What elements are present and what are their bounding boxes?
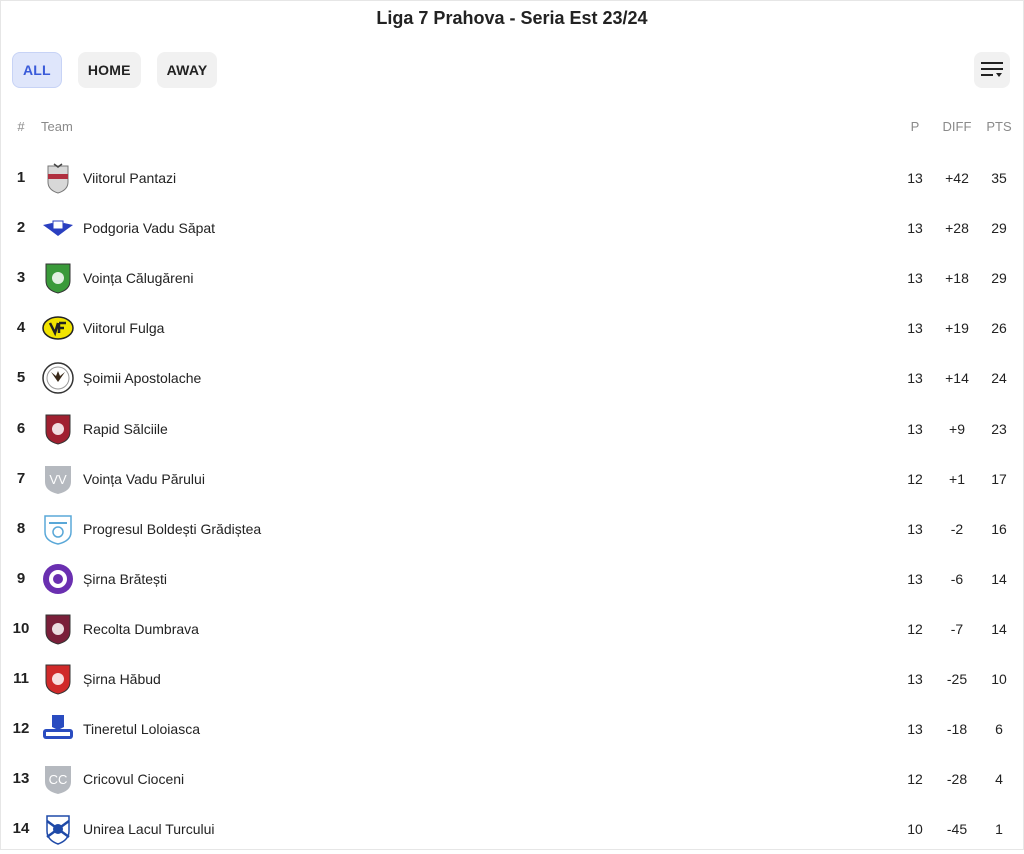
column-header-played[interactable]: P	[910, 119, 920, 134]
team-position: 14	[12, 820, 30, 838]
points-value: 14	[991, 570, 1007, 587]
diff-value: +28	[945, 220, 969, 237]
table-row[interactable]	[0, 804, 1024, 854]
team-logo-icon	[42, 563, 74, 595]
table-row[interactable]	[0, 454, 1024, 504]
points-value: 29	[991, 220, 1007, 237]
points-value: 14	[991, 620, 1007, 637]
points-value: 23	[991, 420, 1007, 437]
tab-away[interactable]: AWAY	[157, 52, 218, 88]
team-name[interactable]: Șoimii Apostolache	[83, 370, 202, 387]
table-row[interactable]	[0, 604, 1024, 654]
column-header-diff[interactable]: DIFF	[942, 119, 972, 134]
diff-value: -7	[950, 620, 964, 637]
table-row[interactable]	[0, 353, 1024, 403]
table-row[interactable]	[0, 153, 1024, 203]
team-name[interactable]: Șirna Brătești	[83, 570, 168, 587]
diff-value: +19	[945, 320, 969, 337]
points-value: 16	[991, 520, 1007, 537]
points-value: 26	[991, 320, 1007, 337]
team-position: 10	[12, 619, 30, 637]
team-logo-icon	[42, 312, 74, 344]
played-value: 10	[907, 821, 923, 838]
diff-value: -45	[946, 821, 968, 838]
points-value: 35	[991, 170, 1007, 186]
filter-tabs	[12, 52, 217, 88]
team-position: 1	[16, 169, 26, 186]
team-position: 9	[16, 569, 26, 587]
table-row[interactable]	[0, 303, 1024, 353]
tab-home[interactable]: HOME	[78, 52, 141, 88]
diff-value: +14	[945, 370, 969, 387]
team-position: 13	[12, 770, 30, 788]
diff-value: +18	[945, 270, 969, 287]
team-logo-icon	[42, 713, 74, 745]
played-value: 13	[907, 420, 923, 437]
diff-value: +42	[945, 170, 969, 186]
team-logo-icon	[42, 463, 74, 495]
sort-button[interactable]	[974, 52, 1010, 88]
team-name[interactable]: Șirna Hăbud	[83, 671, 161, 687]
points-value: 6	[995, 721, 1003, 738]
table-row[interactable]	[0, 654, 1024, 704]
team-name[interactable]: Recolta Dumbrava	[83, 620, 199, 637]
table-row[interactable]	[0, 554, 1024, 604]
team-name[interactable]: Cricovul Cioceni	[83, 771, 185, 788]
team-name[interactable]: Tineretul Loloiasca	[83, 721, 200, 738]
points-value: 24	[991, 370, 1007, 387]
team-name[interactable]: Viitorul Fulga	[83, 320, 165, 337]
team-name[interactable]: Unirea Lacul Turcului	[83, 821, 215, 838]
team-position: 12	[12, 720, 30, 738]
played-value: 13	[907, 520, 923, 537]
team-logo-icon	[42, 362, 74, 394]
team-logo-icon	[42, 663, 74, 695]
column-header-points[interactable]: PTS	[986, 119, 1012, 134]
team-logo-icon	[42, 813, 74, 845]
diff-value: -18	[946, 721, 968, 738]
team-logo-icon	[42, 413, 74, 445]
played-value: 13	[907, 370, 923, 387]
team-logo-icon	[42, 262, 74, 294]
played-value: 13	[907, 721, 923, 738]
team-position: 5	[16, 369, 26, 387]
logo-initials: CC	[48, 772, 68, 788]
points-value: 1	[995, 821, 1003, 838]
team-name[interactable]: Rapid Sălciile	[83, 420, 168, 437]
table-row[interactable]	[0, 253, 1024, 303]
team-logo-icon	[42, 763, 74, 795]
points-value: 17	[991, 470, 1007, 487]
played-value: 13	[907, 570, 923, 587]
points-value: 29	[991, 270, 1007, 287]
team-position: 3	[16, 269, 26, 287]
table-row[interactable]	[0, 504, 1024, 554]
played-value: 13	[907, 270, 923, 287]
team-position: 4	[16, 319, 26, 337]
team-position: 7	[16, 469, 26, 487]
team-position: 8	[16, 519, 26, 537]
played-value: 13	[907, 671, 923, 687]
diff-value: +9	[949, 420, 965, 437]
sort-lines-icon	[981, 61, 1003, 79]
column-header-position: #	[17, 119, 25, 134]
column-header-team: Team	[41, 119, 73, 134]
team-logo-icon	[42, 162, 74, 194]
diff-value: +1	[949, 470, 965, 487]
table-row[interactable]	[0, 754, 1024, 804]
team-logo-icon	[42, 613, 74, 645]
team-position: 6	[16, 419, 26, 437]
team-name[interactable]: Voința Călugăreni	[83, 270, 194, 287]
team-name[interactable]: Viitorul Pantazi	[83, 170, 177, 186]
table-row[interactable]	[0, 404, 1024, 454]
team-name[interactable]: Progresul Boldești Grădiștea	[83, 520, 262, 537]
team-logo-icon	[42, 212, 74, 244]
played-value: 12	[907, 620, 923, 637]
team-name[interactable]: Podgoria Vadu Săpat	[83, 220, 216, 237]
played-value: 13	[907, 320, 923, 337]
played-value: 12	[907, 771, 923, 788]
diff-value: -28	[946, 771, 968, 788]
team-position: 11	[13, 670, 29, 687]
page-title: Liga 7 Prahova - Seria Est 23/24	[376, 8, 648, 28]
table-row[interactable]	[0, 203, 1024, 253]
diff-value: -25	[946, 671, 968, 687]
team-logo-icon	[42, 513, 74, 545]
diff-value: -6	[950, 570, 964, 587]
points-value: 10	[991, 671, 1007, 687]
diff-value: -2	[950, 520, 964, 537]
team-name[interactable]: Voința Vadu Părului	[83, 470, 205, 487]
played-value: 13	[907, 220, 923, 237]
points-value: 4	[995, 771, 1003, 788]
team-position: 2	[16, 219, 26, 237]
logo-initials: VV	[49, 471, 67, 487]
tab-all[interactable]: ALL	[12, 52, 62, 88]
played-value: 12	[907, 470, 923, 487]
table-row[interactable]	[0, 704, 1024, 754]
played-value: 13	[907, 170, 923, 186]
